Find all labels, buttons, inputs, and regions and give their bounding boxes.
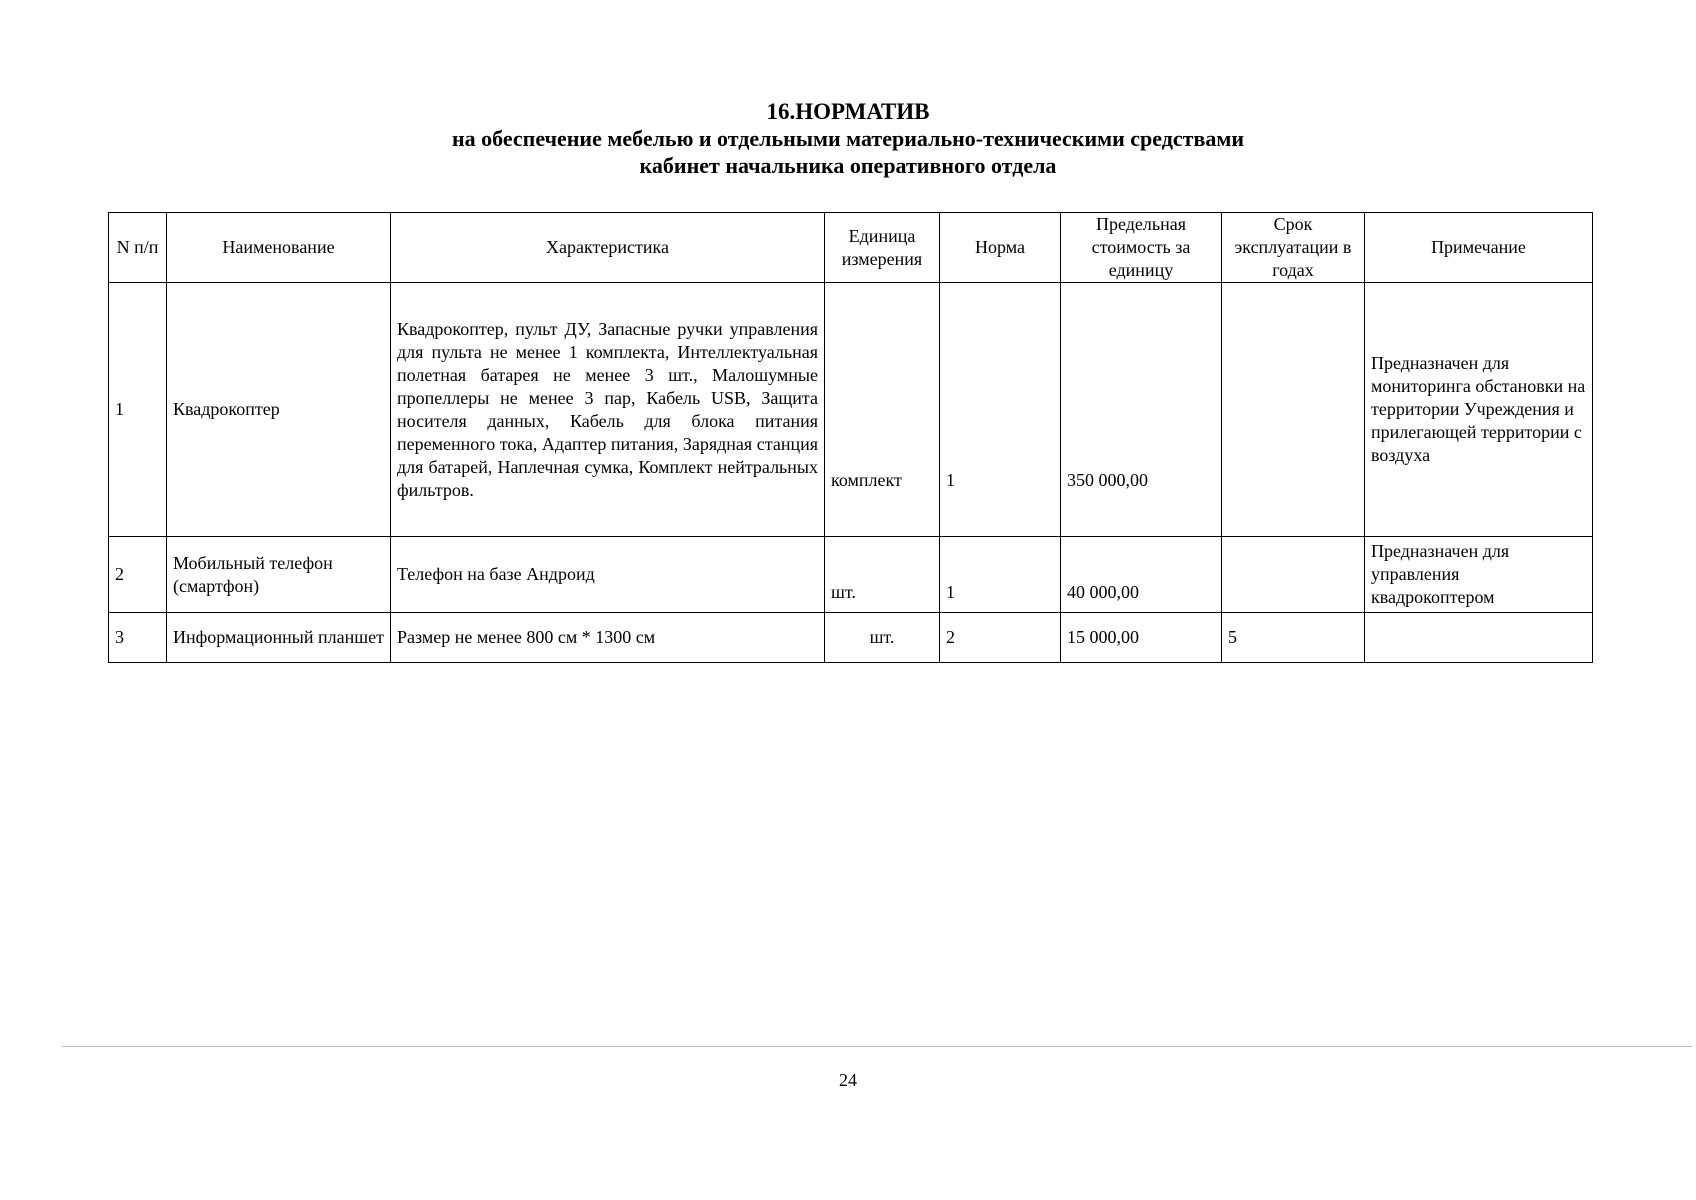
header-num: N п/п: [109, 213, 167, 283]
cell-num: 3: [109, 613, 167, 663]
document-title: [0, 98, 1696, 179]
cell-norm: 2: [940, 613, 1061, 663]
cell-unit: шт.: [825, 613, 940, 663]
cell-norm: 1: [940, 537, 1061, 613]
cell-characteristic: Квадрокоптер, пульт ДУ, Запасные ручки управления для пульта не менее 1 комплекта, Интеллектуальная полетная батарея не менее 3 шт., Малошумные пропеллеры не менее 3 пар, Кабель USB, Защита носителя данных, Кабель для блока питания переменного тока, Адаптер питания, Зарядная станция для батарей, Наплечная сумка, Комплект нейтральных фильтров.: [391, 283, 825, 537]
cell-norm: 1: [940, 283, 1061, 537]
header-price: Предельная стоимость за единицу: [1061, 213, 1222, 283]
cell-characteristic: Размер не менее 800 см * 1300 см: [391, 613, 825, 663]
header-unit: Единица измерения: [825, 213, 940, 283]
page-number: 24: [839, 1070, 857, 1090]
cell-num: 2: [109, 537, 167, 613]
cell-unit: шт.: [825, 537, 940, 613]
cell-name: Мобильный телефон (смартфон): [167, 537, 391, 613]
cell-term: [1222, 283, 1365, 537]
norm-table: [108, 212, 1593, 663]
table-row: [109, 283, 1593, 537]
cell-price: 350 000,00: [1061, 283, 1222, 537]
header-note: Примечание: [1365, 213, 1593, 283]
title-line-3: кабинет начальника оперативного отдела: [639, 153, 1057, 178]
cell-price: 40 000,00: [1061, 537, 1222, 613]
cell-note: Предназначен для мониторинга обстановки на территории Учреждения и прилегающей территории с воздуха: [1365, 283, 1593, 537]
header-name: Наименование: [167, 213, 391, 283]
title-line-2: на обеспечение мебелью и отдельными материально-техническими средствами: [452, 126, 1244, 151]
table-row: [109, 613, 1593, 663]
table-header-row: [109, 213, 1593, 283]
header-norm: Норма: [940, 213, 1061, 283]
cell-name: Квадрокоптер: [167, 283, 391, 537]
cell-name: Информационный планшет: [167, 613, 391, 663]
cell-unit: комплект: [825, 283, 940, 537]
page-divider: [62, 1046, 1692, 1047]
cell-price: 15 000,00: [1061, 613, 1222, 663]
cell-note: [1365, 613, 1593, 663]
title-line-1: 16.НОРМАТИВ: [766, 99, 930, 124]
cell-num: 1: [109, 283, 167, 537]
cell-term: [1222, 537, 1365, 613]
cell-term: 5: [1222, 613, 1365, 663]
cell-characteristic: Телефон на базе Андроид: [391, 537, 825, 613]
cell-note: Предназначен для управления квадрокоптером: [1365, 537, 1593, 613]
table-row: [109, 537, 1593, 613]
header-term: Срок эксплуатации в годах: [1222, 213, 1365, 283]
header-characteristic: Характеристика: [391, 213, 825, 283]
